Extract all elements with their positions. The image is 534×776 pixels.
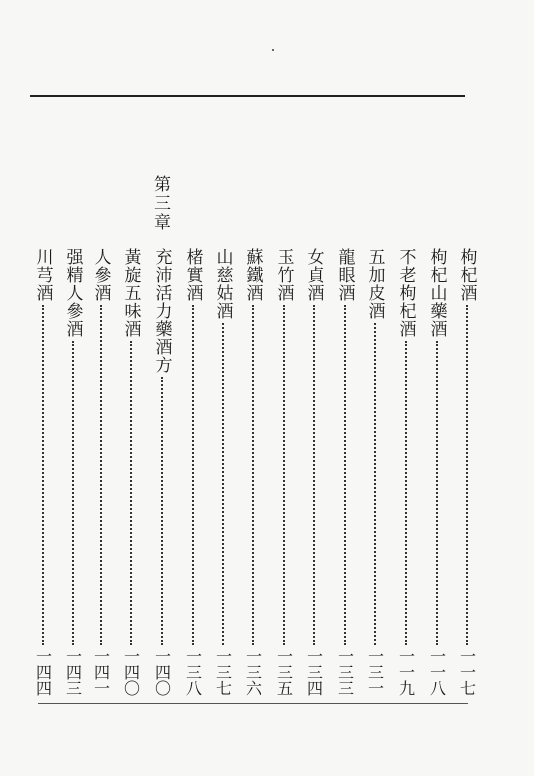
toc-entry [334,248,356,696]
toc-entry-line [273,248,295,696]
dot-leader [466,305,468,645]
toc-entry-line [62,248,84,696]
toc-entry [273,248,295,696]
dot-leader [222,323,224,645]
toc-entry-page-number: 一一八 [427,648,447,696]
toc-entry-title: 枸杞山藥酒 [426,248,447,338]
toc-entry [212,248,234,696]
toc-entry-page-number: 一四〇 [152,648,172,696]
toc-entry-title: 黃旋五味酒 [120,248,141,338]
bottom-rule [38,703,468,704]
toc-entry-page-number: 一四一 [91,648,111,696]
toc-entry-page-number: 一三六 [243,648,263,696]
toc-entry [90,248,112,696]
toc-entry-title: 玉竹酒 [273,248,294,302]
toc-entry-title: 龍眼酒 [334,248,355,302]
toc-entry-page-number: 一四三 [63,648,83,696]
toc-entry-page-number: 一四〇 [121,648,141,696]
toc-entry-title: 楮實酒 [182,248,203,302]
dot-leader [72,341,74,645]
dot-leader [161,377,163,645]
toc-entry-line [32,248,54,696]
toc-entry-title: 女貞酒 [303,248,324,302]
toc-entry-line [334,248,356,696]
toc-entry [456,248,478,696]
toc-entry-title: 充沛活力藥酒方 [151,248,172,374]
toc-entry-line [90,248,112,696]
dot-leader [344,305,346,645]
dot-leader [252,305,254,645]
toc-entry-title: 五加皮酒 [364,248,385,320]
toc-entry-line [364,248,386,696]
toc-entry [395,248,417,696]
dot-leader [313,305,315,645]
toc-entry-line [456,248,478,696]
toc-entry [182,248,204,696]
toc-entry-line [395,248,417,696]
toc-entry [62,248,84,696]
toc-entry-line [303,248,325,696]
toc-entry-title: 强精人參酒 [62,248,83,338]
chapter-heading: 第三章 [150,175,170,232]
toc-entry [32,248,54,696]
toc-entry-line [242,248,264,696]
toc-entry-page-number: 一一九 [396,648,416,696]
dot-leader [374,323,376,645]
dot-leader [283,305,285,645]
dot-leader [42,305,44,645]
dot-leader [130,341,132,645]
toc-entry-title: 人參酒 [90,248,111,302]
toc-entry-page-number: 一三四 [304,648,324,696]
toc-entry-title: 山慈姑酒 [212,248,233,320]
toc-entry-page-number: 一三一 [365,648,385,696]
toc-entry [120,248,142,696]
dot-leader [192,305,194,645]
dot-leader [405,341,407,645]
toc-entry-title: 枸杞酒 [456,248,477,302]
toc-entry-line [182,248,204,696]
toc-entry [364,248,386,696]
toc-entry-page-number: 一三五 [274,648,294,696]
toc-entry-line [426,248,448,696]
print-speck [272,49,274,51]
dot-leader [100,305,102,645]
toc-entry [303,248,325,696]
toc-entry-page-number: 一三八 [183,648,203,696]
dot-leader [436,341,438,645]
top-rule [30,95,465,97]
toc-entry-line [120,248,142,696]
toc-entry [426,248,448,696]
toc-entry-line [212,248,234,696]
toc-entry [151,248,173,696]
toc-entry-title: 不老枸杞酒 [395,248,416,338]
toc-entry-page-number: 一一七 [457,648,477,696]
toc-entry-page-number: 一三七 [213,648,233,696]
toc-entry-page-number: 一三三 [335,648,355,696]
toc-entry-page-number: 一四四 [33,648,53,696]
toc-entry-line [151,248,173,696]
toc-entry-title: 川芎酒 [32,248,53,302]
toc-entry-title: 蘇鐵酒 [242,248,263,302]
toc-entry [242,248,264,696]
